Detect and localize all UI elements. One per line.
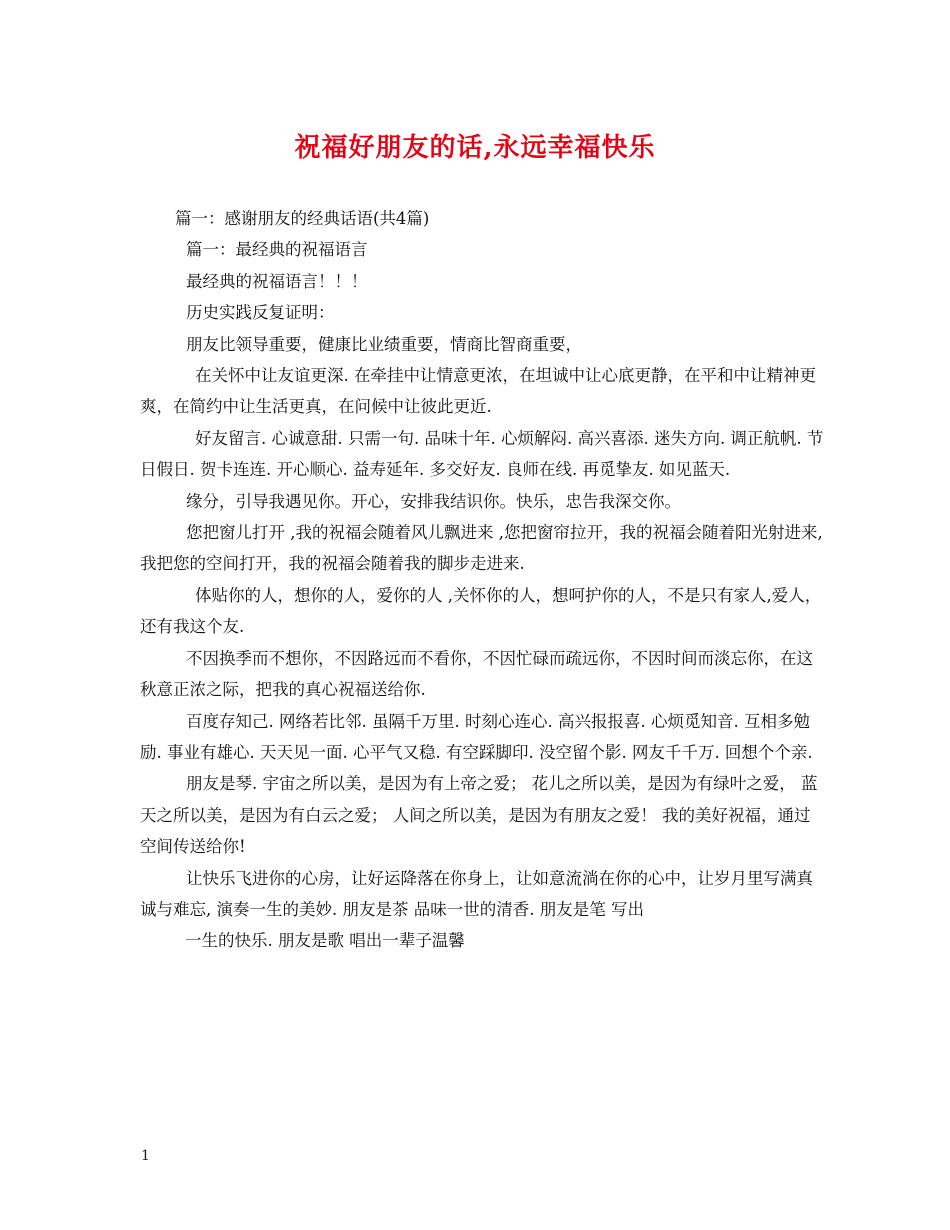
paragraph: 好友留言. 心诚意甜. 只需一句. 品味十年. 心烦解闷. 高兴喜添. 迷失方向. 调正航帆. 节日假日. 贺卡连连. 开心顺心. 益寿延年. 多交好友. 良师在线. 再觅挚友. 如见蓝天. [140,428,824,480]
page-number: 1 [141,1148,150,1164]
paragraph: 您把窗儿打开 ,我的祝福会随着风儿飘进来 ,您把窗帘拉开，我的祝福会随着阳光射进来,我把您的空间打开，我的祝福会随着我的脚步走进来. [140,523,823,574]
paragraph: 在关怀中让友谊更深. 在牵挂中让情意更浓，在坦诚中让心底更静，在平和中让精神更爽，在简约中让生活更真，在问候中让彼此更近. [140,366,816,417]
paragraph: 一生的快乐. 朋友是歌 唱出一辈子温馨 [185,931,465,951]
paragraph: 体贴你的人，想你的人，爱你的人 ,关怀你的人，想呵护你的人，不是只有家人,爱人，还有我这个友. [140,585,822,637]
paragraph: 不因换季而不想你，不因路远而不看你，不因忙碌而疏远你，不因时间而淡忘你，在这秋意正浓之际，把我的真心祝福送给你. [140,648,813,700]
paragraph: 缘分，引导我遇见你。开心，安排我结识你。快乐，忠告我深交你。 [186,491,681,511]
paragraph: 历史实践反复证明： [186,303,335,323]
paragraph: 朋友比领导重要，健康比业绩重要，情商比智商重要， [186,334,582,354]
document-body [140,203,825,957]
section-heading: 篇一：感谢朋友的经典话语(共4篇) [175,209,430,228]
subsection-heading: 篇一：最经典的祝福语言 [186,240,368,260]
paragraph: 百度存知己. 网络若比邻. 虽隔千万里. 时刻心连心. 高兴报报喜. 心烦觅知音. 互相多勉励. 事业有雄心. 天天见一面. 心平气又稳. 有空踩脚印. 没空留个影. 网友千千万. 回想个个亲. [140,711,813,762]
paragraph: 朋友是琴. 宇宙之所以美，是因为有上帝之爱； 花儿之所以美，是因为有绿叶之爱， 蓝天之所以美，是因为有白云之爱； 人间之所以美，是因为有朋友之爱！ 我的美好祝福，通过空间传送给你! [140,774,818,857]
paragraph: 让快乐飞进你的心房，让好运降落在你身上，让如意流淌在你的心中，让岁月里写满真诚与难忘, 演奏一生的美妙. 朋友是茶 品味一世的清香. 朋友是笔 写出 [140,868,813,919]
document-title: 祝福好朋友的话,永远幸福快乐 [294,133,656,163]
paragraph: 最经典的祝福语言！！！ [186,271,368,291]
